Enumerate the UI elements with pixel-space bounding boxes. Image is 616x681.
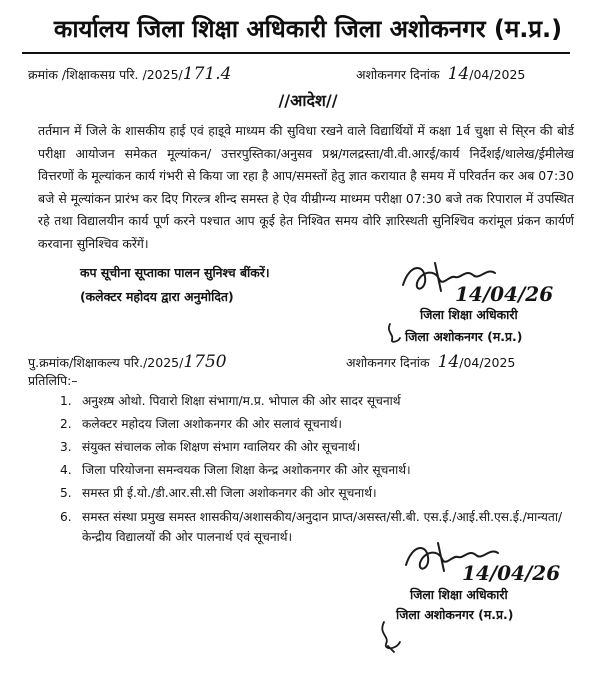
endorsement-date-rest: /04/2025 bbox=[459, 355, 516, 370]
signatory-designation-2: जिला शिक्षा अधिकारी bbox=[410, 587, 508, 602]
list-item-number: 5. bbox=[60, 486, 72, 500]
endorsement-number-label: पु.क्रमांक/शिक्षाकल्य परि./2025/ bbox=[28, 355, 184, 370]
list-item-text: समस्त प्री ई.यो./डी.आर.सी.सी जिला अशोकनगर की ओर सूचनार्थ। bbox=[82, 486, 377, 500]
list-item bbox=[60, 392, 570, 410]
list-item-number: 2. bbox=[60, 417, 72, 431]
initial-mark-1 bbox=[384, 322, 406, 344]
endorsement-date bbox=[346, 352, 515, 372]
list-item-text: जिला परियोजना समन्वयक जिला शिक्षा केन्द्र अशोकनगर की ओर सूचनार्थ। bbox=[82, 463, 411, 477]
signatory-designation-1: जिला शिक्षा अधिकारी bbox=[420, 307, 518, 322]
endorsement-number bbox=[28, 352, 227, 372]
signatory-district-1: जिला अशोकनगर (म.प्र.) bbox=[405, 329, 523, 344]
copy-recipient-list bbox=[60, 392, 570, 552]
reference-number-label: क्रमांक /शिक्षाकसग्र परि. /2025/ bbox=[28, 67, 183, 82]
title-underline bbox=[22, 52, 570, 54]
list-item-text: समस्त संस्था प्रमुख समस्त शासकीय/अशासकीय/अनुदान प्राप्त/असस्त/सी.बी. एस.ई./आई.सी.एस.ई./मान्यता/केन्द्रीय विद्यालयों की ओर पालनार्थ एवं सूचनार्थ। bbox=[82, 510, 563, 544]
instruction-line: कप सूचीना सूप्ताका पालन सुनिश्च बींकरें। bbox=[80, 265, 270, 280]
list-item bbox=[60, 415, 570, 433]
list-item-text: अनुश्य़्ष ओथो. पिवारो शिक्षा संभागा/म.प्र. भोपाल की ओर सादर सूचनार्थ bbox=[82, 394, 401, 408]
order-body: तर्तमान में जिले के शासकीय हाई एवं हाइ्वे माध्यम की सुविधा रखने वाले विद्यार्थियों में कक्षा 1र्व चुक्षा से सि्रन की बोर्ड परीक्षा आयोजन समेकत मूल्यांकन/ उत्तरपुस्तिका/अनुसव प्रश्न/गलद्रस्ता/वी.वी.आरई/कार्य निर्देशई/थालेख/ई़मीलेख वित्तरणों के मूल्यांकन कार्य गंभरी से किया जा रहा है आप/समस्तों हेतु ज्ञात करायात है समय में परिवर्तन कर अब 07:30 बजे से मूल्यांकन प्रारंभ कर दिए गिरल्त्र शीन्द समस्त हे ऐव यीम्रीग्न्य माध्मम परीक्षा 07:30 बजे तक रिपाराल में उपस्थित रहे तथा विद्यालयीन कार्य पूर्ण करने पश्चात आप कूई हेत निश्वित समय वोरि ज्ञारिस्थती सुनिश्चिव करांमूल प्रंकन कार्यर्ण करवाना सुनिश्चिव करेंगें। bbox=[38, 123, 574, 251]
copy-heading: प्रतिलिपि:– bbox=[28, 373, 78, 388]
approval-line: (कलेक्टर महोदय द्वारा अनुमोदित) bbox=[80, 289, 234, 304]
list-item-number: 3. bbox=[60, 440, 72, 454]
list-item bbox=[60, 438, 570, 456]
order-heading: //आदेश// bbox=[278, 91, 338, 110]
list-item-number: 1. bbox=[60, 394, 72, 408]
list-item bbox=[60, 484, 570, 502]
initial-mark-2 bbox=[376, 620, 406, 654]
list-item-number: 6. bbox=[60, 510, 72, 524]
reference-date-label: अशोकनगर दिनांक bbox=[356, 67, 440, 82]
reference-number bbox=[28, 64, 231, 84]
endorsement-number-handwritten: 1750 bbox=[183, 352, 227, 372]
list-item-text: संयुक्त संचालक लोक शिक्षण संभाग ग्वालियर की ओर सूचनार्थ। bbox=[82, 440, 361, 454]
list-item bbox=[60, 461, 570, 479]
reference-date-day: 14 bbox=[447, 64, 470, 84]
signatory-district-2: जिला अशोकनगर (म.प्र.) bbox=[396, 607, 514, 622]
signature-date-2: 14/04/26 bbox=[462, 561, 561, 585]
reference-number-handwritten: 171.4 bbox=[182, 64, 232, 84]
endorsement-date-label: अशोकनगर दिनांक bbox=[346, 355, 430, 370]
office-title: कार्यालय जिला शिक्षा अधिकारी जिला अशोकनगर (म.प्र.) bbox=[53, 15, 563, 43]
reference-date bbox=[356, 64, 525, 84]
list-item-number: 4. bbox=[60, 463, 72, 477]
signature-date-1: 14/04/26 bbox=[455, 282, 554, 306]
list-item-text: कलेक्टर महोदय जिला अशोकनगर की ओर सलावं सूचनार्थ। bbox=[82, 417, 343, 431]
endorsement-date-day: 14 bbox=[437, 352, 460, 372]
reference-date-rest: /04/2025 bbox=[469, 67, 526, 82]
